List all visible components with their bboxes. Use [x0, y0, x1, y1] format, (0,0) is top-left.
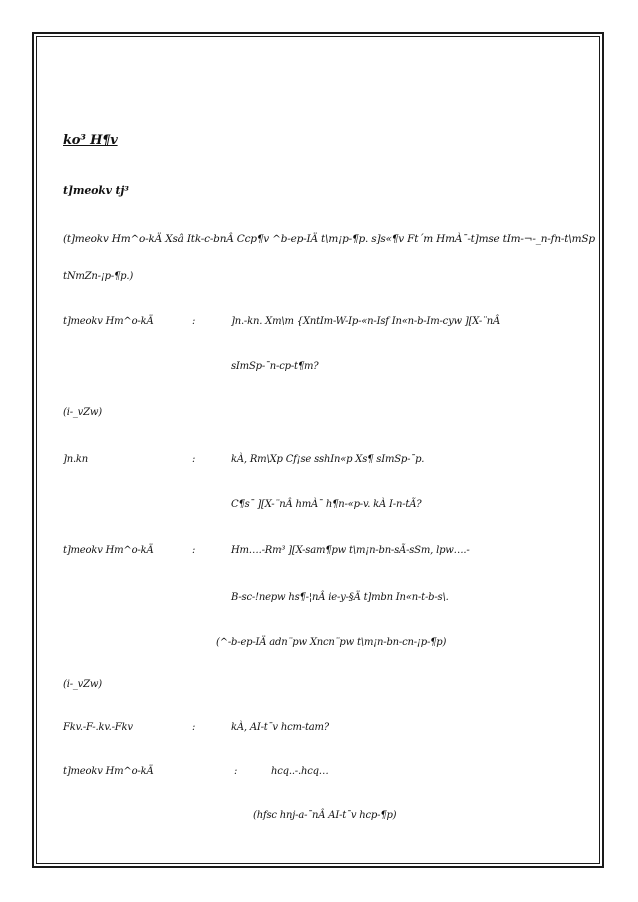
speaker-label: t]meokv Hm^o-kÄ	[63, 545, 154, 556]
dialogue-line: C¶s¯ ][X-¨nÂ hmÀ¯ h¶n-«p-v. kÀ I-n-tÃ?	[231, 499, 422, 510]
colon: :	[234, 766, 238, 777]
page-border-inner	[36, 36, 600, 864]
stage-direction: (hfsc hnj-a-¯nÂ AI-t¯v hcp-¶p)	[253, 810, 397, 821]
dialogue-line: kÀ, AI-t¯v hcm-tam?	[231, 722, 329, 733]
intro-line-2: tNmZn-¡p-¶p.)	[63, 271, 134, 282]
colon: :	[192, 545, 196, 556]
dialogue-line: sImSp-¯n-cp-t¶m?	[231, 361, 319, 372]
speaker-label: Fkv.-F-.kv.-Fkv	[63, 722, 133, 733]
intro-line-1: (t]meokv Hm^o-kÄ Xsâ Itk-c-bnÂ Ccp¶v ^b-ep-IÄ t\m¡p-¶p. s]s«¶v Ft´m HmÀ¯-t]mse tIm-¬-_n-fn-t\mSp	[63, 233, 595, 245]
dialogue-line: B-sc-!nepw hs¶-¦nÂ ie-y-§Ä t]mbn In«n-t-b-s\.	[231, 592, 449, 603]
dialogue-line: hcq..-.hcq…	[271, 766, 329, 777]
dialogue-line: kÀ, Rm\Xp Cf¡se sshIn«p Xs¶ sImSp-¯p.	[231, 454, 425, 465]
stage-direction: (^-b-ep-IÄ adn¨pw Xncn¨pw t\m¡n-bn-cn-¡p-¶p)	[216, 637, 447, 648]
speaker-label: t]meokv Hm^o-kÄ	[63, 766, 154, 777]
dialogue-line: ]n.-kn. Xm\m {XntIm-W-Ip-«n-Isf In«n-b-Im-cyw ][X-¨nÂ	[231, 316, 501, 327]
page-subtitle: t]meokv tj³	[63, 184, 129, 197]
colon: :	[192, 454, 196, 465]
colon: :	[192, 722, 196, 733]
page-title: ko³ H¶v	[63, 133, 118, 148]
speaker-label: ]n.kn	[63, 454, 89, 465]
speaker-label: t]meokv Hm^o-kÄ	[63, 316, 154, 327]
colon: :	[192, 316, 196, 327]
stage-direction: (i-_vZw)	[63, 407, 102, 418]
dialogue-line: Hm….-Rm³ ][X-sam¶pw t\m¡n-bn-sÃ-sSm, lpw….-	[231, 545, 470, 556]
stage-direction: (i-_vZw)	[63, 679, 102, 690]
